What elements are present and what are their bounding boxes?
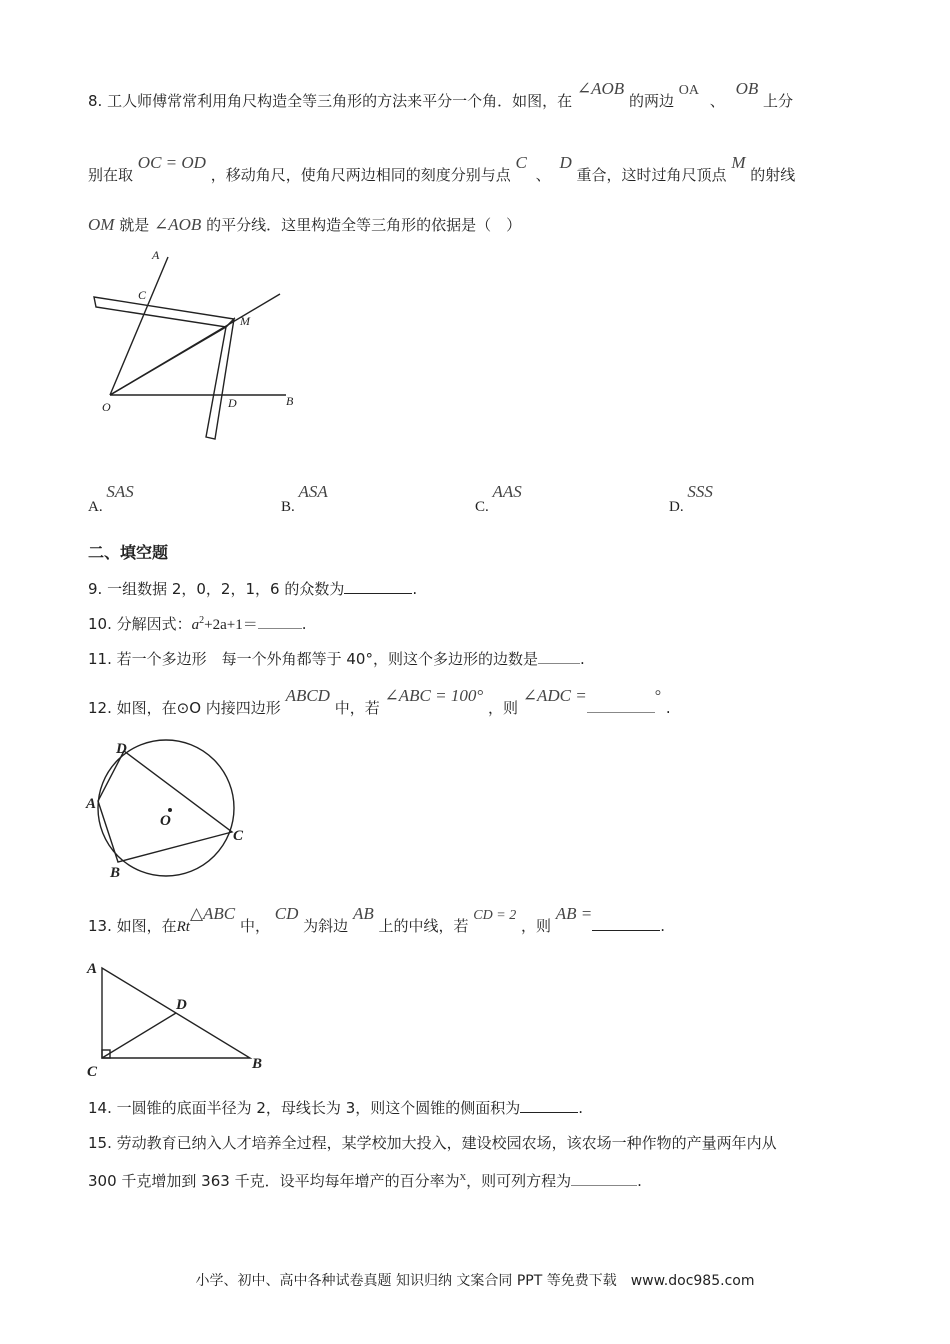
q11 [88,648,585,669]
answer-blank[interactable] [592,916,660,931]
q15-text: ，则可列方程为 [466,1172,572,1190]
q11-end: . [579,650,585,668]
answer-blank[interactable] [538,649,580,664]
q8-ob: OB [735,79,759,98]
q8-om: OM [88,215,115,234]
footer: 小学、初中、高中各种试卷真题 知识归纳 文案合同 PPT 等免费下载 www.doc985.com [195,1273,755,1289]
q8-d: D [559,153,572,172]
q12-angle-abc: ∠ABC = 100° [384,686,484,705]
q8-option-a[interactable] [88,482,134,515]
q9-text: 9. 一组数据 2，0，2，1，6 的众数为 [88,580,345,598]
label-o: O [160,813,171,829]
q8-text: 8. 工人师傅常常利用角尺构造全等三角形的方法来平分一个角．如图，在 [88,92,573,110]
median-cd [102,1013,176,1058]
q12-degree: ° [654,688,662,705]
label-b: B [252,1056,263,1072]
q13-triangle: △ABC [189,904,236,923]
label-a: A [87,961,98,977]
q8-sep: 、 [709,92,725,110]
q8-text: 就是 [119,216,150,234]
center-dot [168,808,172,812]
q13-text: 上的中线，若 [378,917,469,935]
q8-text: 的两边 [628,92,674,110]
q13-text: 中， [239,917,270,935]
label-o: O [102,400,111,414]
label-d: D [176,997,187,1013]
q12-text: 12. 如图，在⊙O 内接四边形 [88,699,281,717]
q12-text: 中，若 [334,699,380,717]
q12-figure [84,736,254,886]
q8-m: M [731,153,746,172]
q8-text: 重合，这时过角尺顶点 [576,166,727,184]
q13-ab-2: AB = [555,904,593,923]
q8-angle-aob: ∠AOB [576,79,625,98]
q8-oc-od: OC = OD [137,153,206,172]
q10 [88,613,306,634]
q8-c: C [515,153,527,172]
q10-text: 10. 分解因式： [88,615,192,633]
option-letter: C. [475,499,489,515]
q13-text: 13. 如图，在 [88,917,177,935]
q15-text: 15. 劳动教育已纳入人才培养全过程，某学校加大投入，建设校园农场，该农场一种作物的产量两年内从 [88,1134,777,1152]
q15-line-1 [88,1132,777,1153]
q8-text: 上分 [763,92,794,110]
q8-text: 的平分线．这里构造全等三角形的依据是（ ） [206,216,522,234]
q15-x: x [459,1168,467,1183]
q12-abcd: ABCD [285,686,330,705]
segment-om [110,327,226,395]
q13-cd-2: CD = 2 [473,908,517,923]
q12-text: ，则 [487,699,518,717]
q13-rt: Rt [176,919,190,935]
label-b: B [286,394,294,408]
option-text: ASA [298,482,328,501]
q8-figure [88,245,308,445]
option-text: SSS [687,482,713,501]
q10-expr-a: a [191,617,200,633]
q8-text: ，移动角尺，使角尺两边相同的刻度分别与点 [210,166,511,184]
answer-blank[interactable] [587,698,655,713]
option-letter: B. [281,499,295,515]
q8-text: 别在取 [88,166,134,184]
q13-cd: CD [274,904,299,923]
answer-blank[interactable] [520,1098,578,1113]
q8-line-1 [88,79,794,111]
q14-end: . [578,1099,584,1117]
label-m: M [240,314,250,328]
option-letter: A. [88,499,103,515]
option-text: SAS [106,482,134,501]
q8-line-2 [88,153,796,185]
q13-ab: AB [352,904,374,923]
q8-line-3 [88,214,521,235]
q15-end: . [637,1172,642,1190]
q10-end: . [301,615,307,633]
q8-angle-aob-2: ∠AOB [154,215,202,234]
option-text: AAS [492,482,522,501]
q13-end: . [660,917,666,935]
label-c: C [233,828,244,844]
q14-text: 14. 一圆锥的底面半径为 2，母线长为 3，则这个圆锥的侧面积为 [88,1099,521,1117]
q12 [88,686,671,718]
q13-text: ，则 [520,917,551,935]
answer-blank[interactable] [571,1171,637,1186]
label-c: C [87,1064,98,1080]
q8-text: 的射线 [750,166,796,184]
q13-figure [84,958,274,1082]
q12-angle-adc: ∠ADC = [522,686,587,705]
answer-blank[interactable] [344,579,412,594]
ray-oa [110,257,168,395]
q11-text: 11. 若一个多边形 每一个外角都等于 40°，则这个多边形的边数是 [88,650,538,668]
label-a: A [86,796,97,812]
q15-line-2 [88,1170,642,1191]
q9 [88,578,417,599]
q12-end: . [665,699,671,717]
q13-text: 为斜边 [303,917,349,935]
option-letter: D. [669,499,684,515]
q10-expr-b: +2a+1＝ [204,617,258,633]
square-arm-top [94,297,234,327]
q14 [88,1097,583,1118]
label-d: D [116,741,127,757]
section-title: 二、填空题 [88,543,169,562]
q8-oa: OA [678,83,699,98]
q13 [88,904,666,936]
q15-text: 300 千克增加到 363 千克．设平均每年增产的百分率为 [88,1172,460,1190]
label-a: A [152,248,160,262]
q9-end: . [412,580,418,598]
label-c: C [138,288,147,302]
q8-sep: 、 [535,166,551,184]
q8-option-c[interactable] [475,482,522,515]
quadrilateral-abcd [98,751,232,862]
label-d: D [228,396,237,410]
label-b: B [110,865,121,881]
answer-blank[interactable] [258,614,302,629]
q10-sup: 2 [199,615,205,626]
q8-option-b[interactable] [281,482,328,515]
q8-option-d[interactable] [669,482,713,515]
